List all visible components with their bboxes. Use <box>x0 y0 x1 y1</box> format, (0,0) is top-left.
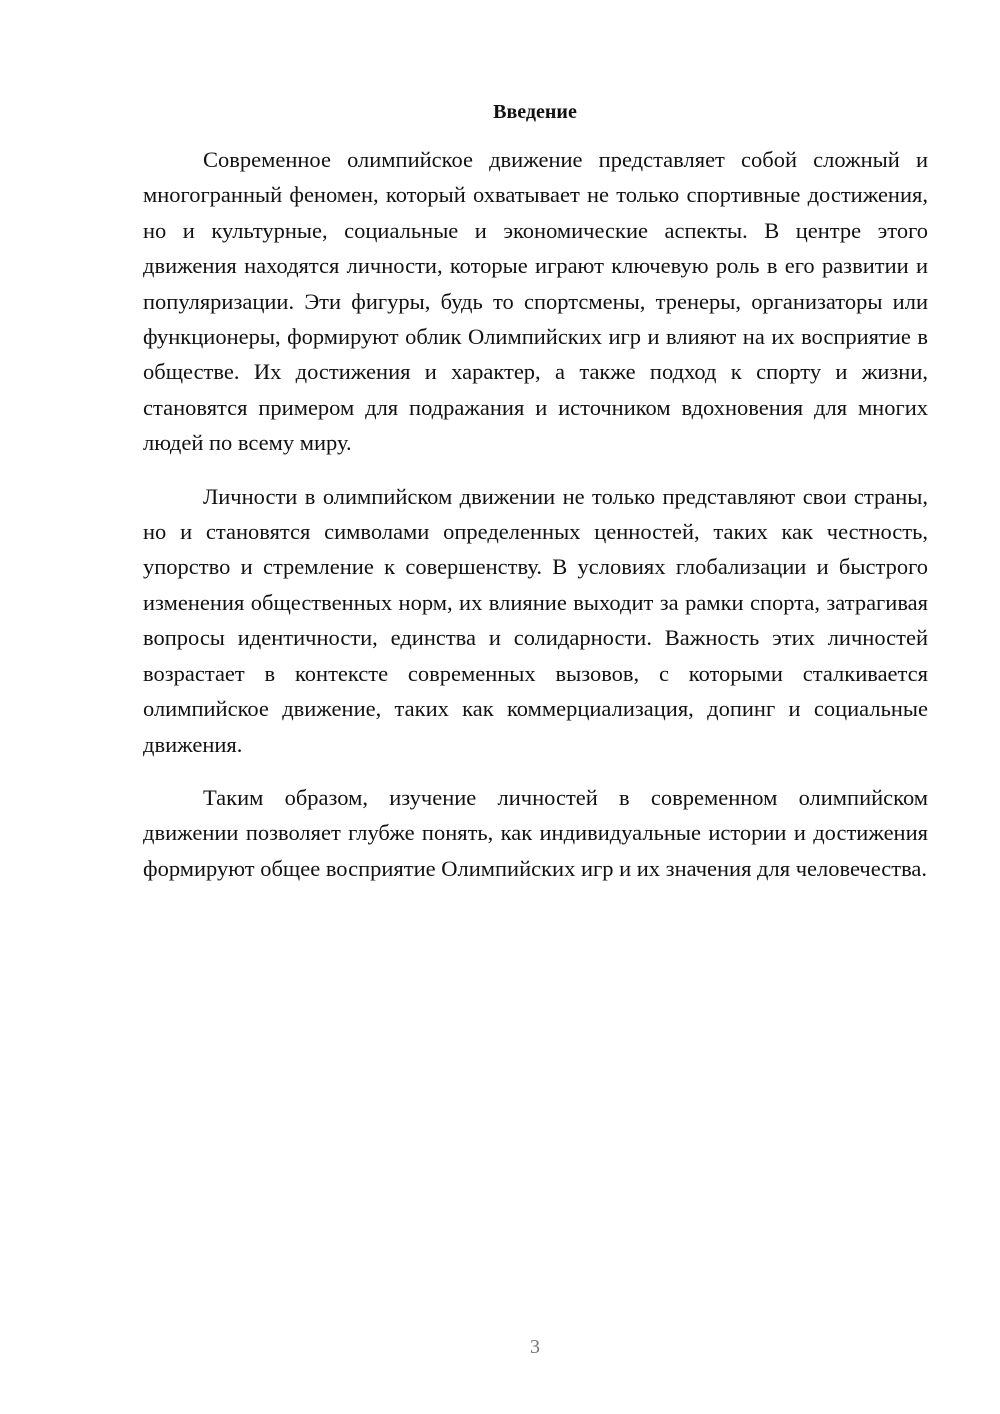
paragraph-2: Личности в олимпийском движении не только представляют свои страны, но и становятся символами определенных ценностей, таких как честность, упорство и стремление к совершенству. В условиях глобализации и быстрого изменения общественных норм, их влияние выходит за рамки спорта, затрагивая вопросы идентичности, единства и солидарности. Важность этих личностей возрастает в контексте современных вызовов, с которыми сталкивается олимпийское движение, таких как коммерциализация, допинг и социальные движения. <box>143 483 928 757</box>
body-text <box>143 142 928 904</box>
paragraph-1: Современное олимпийское движение представляет собой сложный и многогранный феномен, который охватывает не только спортивные достижения, но и культурные, социальные и экономические аспекты. В центре этого движения находятся личности, которые играют ключевую роль в его развитии и популяризации. Эти фигуры, будь то спортсмены, тренеры, организаторы или функционеры, формируют облик Олимпийских игр и влияют на их восприятие в обществе. Их достижения и характер, а также подход к спорту и жизни, становятся примером для подражания и источником вдохновения для многих людей по всему миру. <box>143 147 928 456</box>
section-heading: Введение <box>493 101 577 123</box>
paragraph-3: Таким образом, изучение личностей в современном олимпийском движении позволяет глубже понять, как индивидуальные истории и достижения формируют общее восприятие Олимпийских игр и их значения для человечества. <box>143 784 928 881</box>
page-number: 3 <box>530 1336 540 1358</box>
